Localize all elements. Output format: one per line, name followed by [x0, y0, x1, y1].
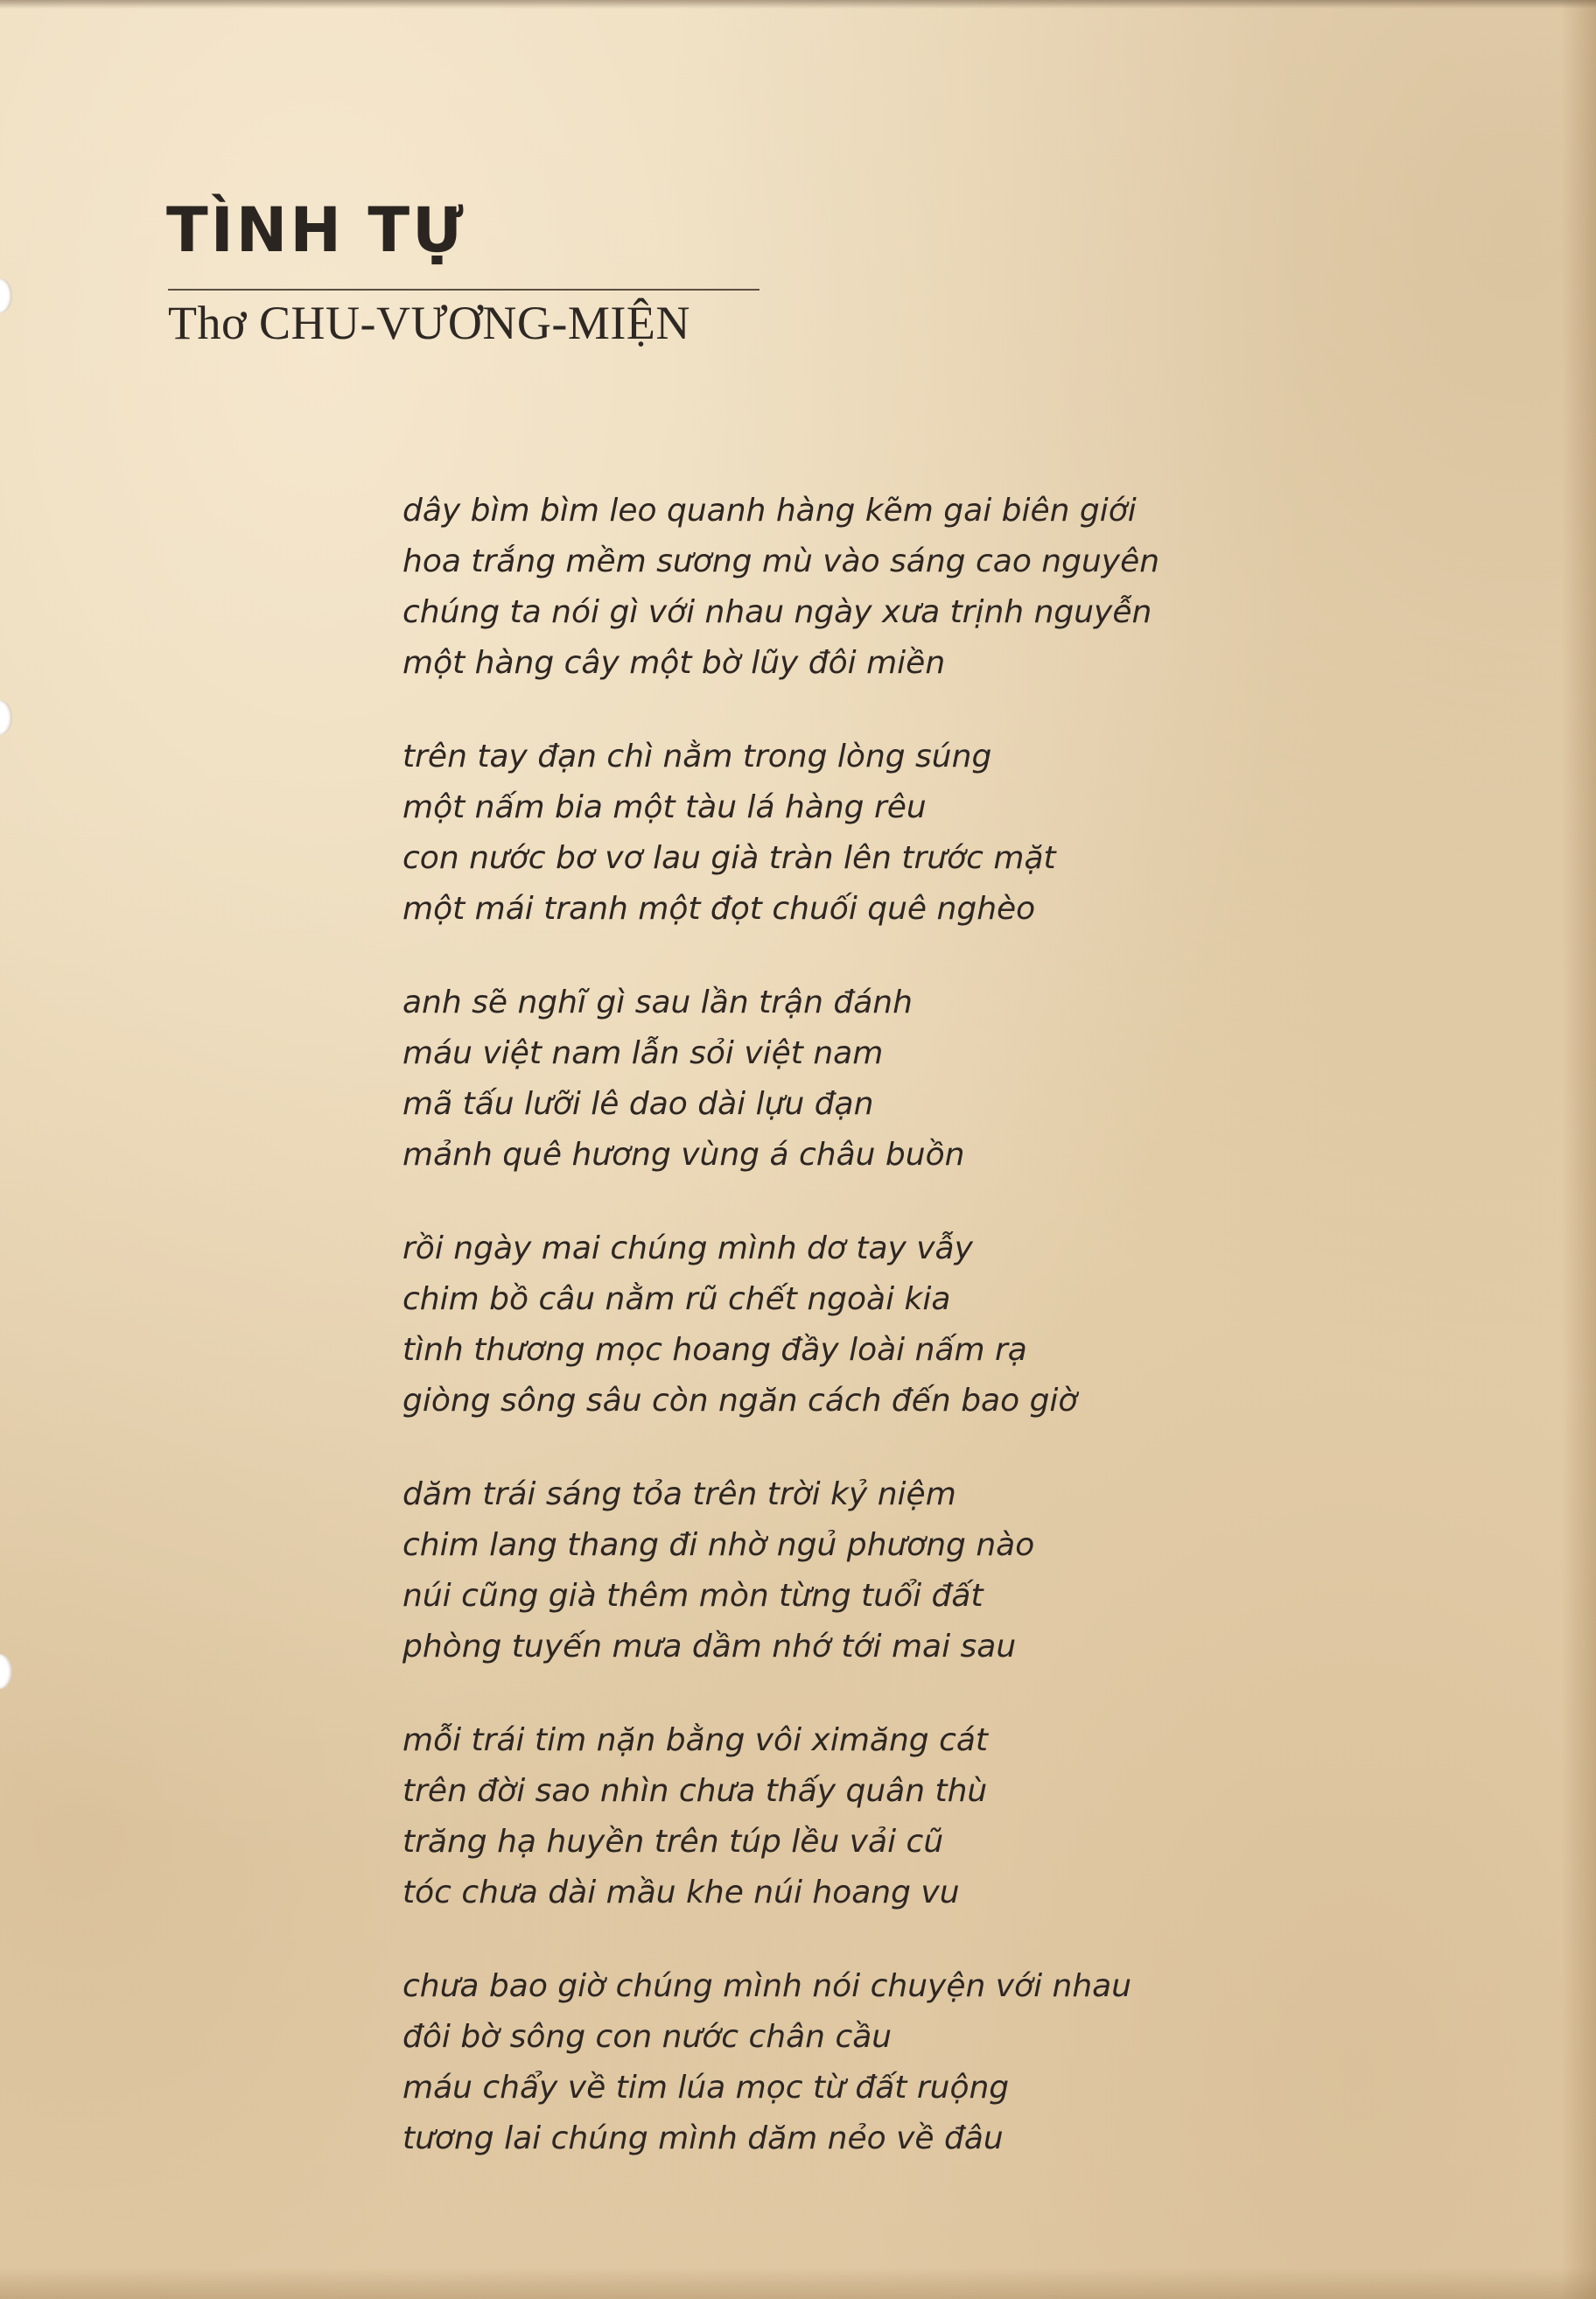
poem-byline: Thơ CHU-VƯƠNG-MIỆN [168, 297, 690, 349]
poem-line: núi cũng già thêm mòn từng tuổi đất [402, 1578, 984, 1614]
poem-line: phòng tuyến mưa dầm nhớ tới mai sau [402, 1629, 1017, 1665]
page-edge-top [0, 0, 1596, 9]
poem-line: mỗi trái tim nặn bằng vôi ximăng cát [402, 1722, 989, 1758]
poem-line: chúng ta nói gì với nhau ngày xưa trịnh nguyễn [402, 594, 1152, 630]
poem-line: dăm trái sáng tỏa trên trời kỷ niệm [402, 1476, 956, 1512]
stanza [402, 1469, 1278, 1672]
poem-line: một mái tranh một đọt chuối quê nghèo [402, 891, 1036, 927]
poem-line: chim lang thang đi nhờ ngủ phương nào [402, 1527, 1035, 1563]
stanza [402, 732, 1278, 935]
poem-line: giòng sông sâu còn ngăn cách đến bao giờ [402, 1383, 1078, 1419]
poem-line: máu việt nam lẫn sỏi việt nam [402, 1035, 884, 1071]
poem-line: đôi bờ sông con nước chân cầu [402, 2019, 892, 2055]
poem-line: tình thương mọc hoang đầy loài nấm rạ [402, 1332, 1027, 1368]
poem-line: chưa bao giờ chúng mình nói chuyện với nhau [402, 1968, 1132, 2004]
poem-line: một hàng cây một bờ lũy đôi miền [402, 645, 946, 681]
poem-line: hoa trắng mềm sương mù vào sáng cao nguyên [402, 543, 1160, 579]
poem-line: máu chẩy về tim lúa mọc từ đất ruộng [402, 2070, 1010, 2106]
poem-line: một nấm bia một tàu lá hàng rêu [402, 789, 927, 825]
binding-hole [0, 700, 12, 735]
binding-hole [0, 1654, 12, 1689]
poem-line: anh sẽ nghĩ gì sau lần trận đánh [402, 985, 913, 1020]
stanza [402, 486, 1278, 689]
poem-line: trăng hạ huyền trên túp lều vải cũ [402, 1824, 944, 1860]
title-rule [168, 289, 760, 291]
poem-line: dây bìm bìm leo quanh hàng kẽm gai biên giới [402, 493, 1137, 529]
stanza [402, 1961, 1278, 2164]
poem-line: rồi ngày mai chúng mình dơ tay vẫy [402, 1230, 973, 1266]
binding-hole [0, 278, 12, 313]
poem-line: chim bồ câu nằm rũ chết ngoài kia [402, 1281, 951, 1317]
stanza [402, 978, 1278, 1181]
poem-line: con nước bơ vơ lau già tràn lên trước mặt [402, 840, 1056, 876]
stanza [402, 1715, 1278, 1918]
page-edge-bottom [0, 2267, 1596, 2299]
poem-title: TÌNH TỰ [166, 194, 466, 266]
poem-line: tương lai chúng mình dăm nẻo về đâu [402, 2120, 1004, 2156]
poem-line: trên tay đạn chì nằm trong lòng súng [402, 739, 992, 775]
poem-line: mã tấu lưỡi lê dao dài lựu đạn [402, 1086, 874, 1122]
page-edge-right [1561, 0, 1596, 2299]
poem-body [402, 486, 1278, 2207]
stanza [402, 1223, 1278, 1426]
poem-line: mảnh quê hương vùng á châu buồn [402, 1137, 965, 1173]
poem-line: trên đời sao nhìn chưa thấy quân thù [402, 1773, 988, 1809]
poem-line: tóc chưa dài mầu khe núi hoang vu [402, 1875, 960, 1910]
